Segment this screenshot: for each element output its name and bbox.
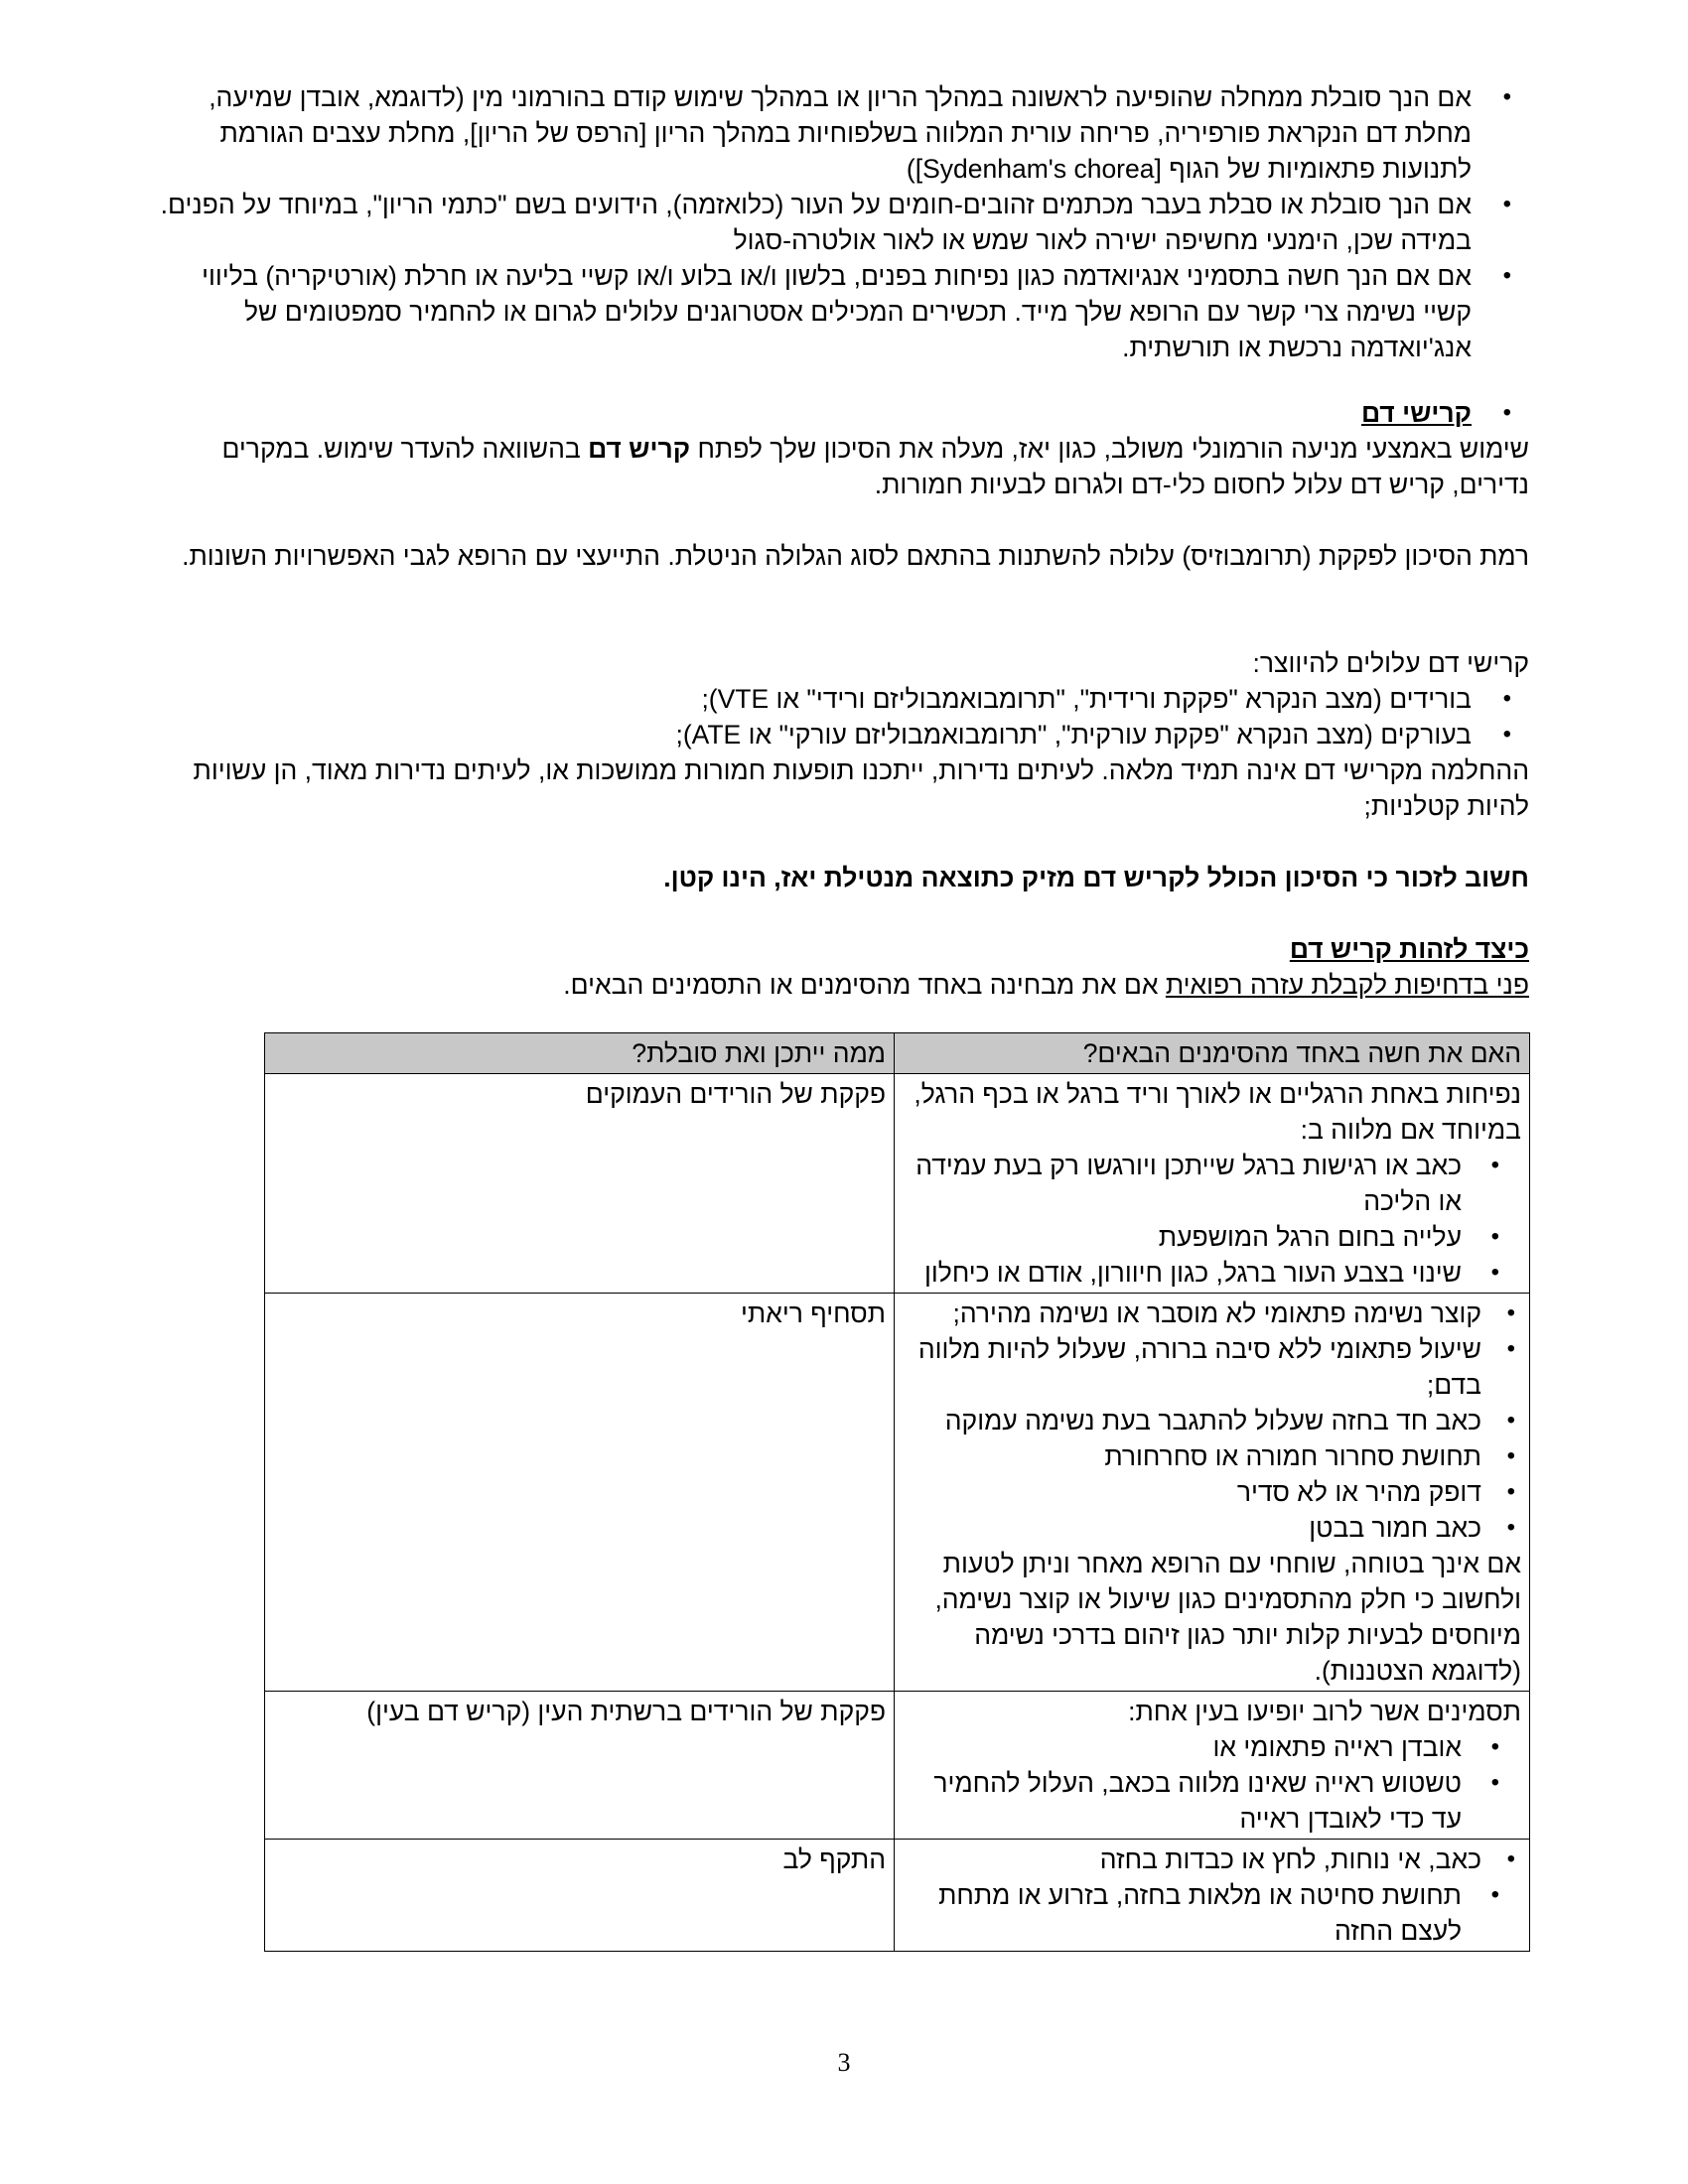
symptoms-note: אם אינך בטוחה, שוחחי עם הרופא מאחר וניתן לטעות ולחשוב כי חלק מהתסמינים כגון שיעול או קוצר נשימה, מיוחסים לבעיות קלות יותר כגון זיהום בדרכי נשימה (לדוגמא הצטננות). — [934, 1549, 1521, 1686]
table-row — [265, 1840, 1530, 1952]
symptom-item: • אובדן ראייה פתאומי או — [903, 1729, 1521, 1765]
symptom-item: • טשטוש ראייה שאינו מלווה בכאב, העלול להחמיר עד כדי לאובדן ראייה — [903, 1765, 1521, 1837]
clot-locations-lead: קרישי דם עלולים להיווצר: — [1252, 648, 1529, 678]
symptom-item: • דופק מהיר או לא סדיר — [903, 1474, 1521, 1510]
condition-cell: פקקת של הורידים העמוקים — [265, 1074, 895, 1294]
table-row — [265, 1692, 1530, 1840]
symptom-item: • שיעול פתאומי ללא סיבה ברורה, שעלול להיות מלווה בדם; — [903, 1331, 1521, 1403]
symptoms-table — [264, 1032, 1530, 1952]
symptoms-cell — [895, 1692, 1530, 1840]
symptom-item: • קוצר נשימה פתאומי לא מוסבר או נשימה מהירה; — [903, 1296, 1521, 1331]
intro-bullet-item: • אם אם הנך חשה בתסמיני אנגיואדמה כגון נפיחות בפנים, בלשון ו/או בלוע ו/או קשיי בליעה או חרלת (אורטיקריה) בליווי קשיי נשימה צרי קשר עם הרופא שלך מייד. תכשירים המכילים אסטרוגנים עלולים לגרום או להחמיר סמפטומים של אנג'יואדמה נרכשת או תורשתית. — [159, 258, 1529, 365]
condition-cell: פקקת של הורידים ברשתית העין (קריש דם בעין) — [265, 1692, 895, 1840]
urgent-help-text: פני בדחיפות לקבלת עזרה רפואית — [1165, 970, 1529, 1000]
blood-clot-paragraph — [159, 431, 1529, 502]
symptom-item: • עלייה בחום הרגל המושפעת — [903, 1219, 1521, 1255]
header-symptoms: האם את חשה באחד מהסימנים הבאים? — [895, 1033, 1530, 1074]
condition-cell: תסחיף ריאתי — [265, 1294, 895, 1692]
symptom-item: • כאב, אי נוחות, לחץ או כבדות בחזה — [903, 1842, 1521, 1877]
symptom-item: • תחושת סחרור חמורה או סחרחורת — [903, 1438, 1521, 1474]
symptoms-cell — [895, 1074, 1530, 1294]
identify-subtitle-rest: אם את מבחינה באחד מהסימנים או התסמינים הבאים. — [563, 970, 1166, 1000]
symptom-item: • כאב חמור בבטן — [903, 1510, 1521, 1546]
section-title: קרישי דם — [1360, 398, 1472, 428]
condition-cell: התקף לב — [265, 1840, 895, 1952]
section-heading — [159, 395, 1529, 431]
identify-subtitle — [159, 967, 1529, 1003]
clot-location-item: • בעורקים (מצב הנקרא "פקקת עורקית", "תרומבואמבוליזם עורקי" או ATE); — [159, 717, 1529, 752]
table-row — [265, 1074, 1530, 1294]
para1-bold-term: קריש דם — [588, 434, 691, 464]
page-number: 3 — [837, 2048, 851, 2077]
clot-locations-list — [159, 681, 1529, 752]
symptoms-lead: תסמינים אשר לרוב יופיעו בעין אחת: — [1128, 1697, 1521, 1726]
identify-title: כיצד לזהות קריש דם — [1289, 934, 1529, 964]
intro-bullet-item: • אם הנך סובלת ממחלה שהופיעה לראשונה במהלך הריון או במהלך שימוש קודם בהורמוני מין (לדוגמא, אובדן שמיעה, מחלת דם הנקראת פורפיריה, פריחה עורית המלווה בשלפוחיות במהלך הריון [הרפס של הריון], מחלת עצבים הגורמת לתנועות פתאומיות של הגוף [Sydenham's chorea]) — [159, 79, 1529, 187]
symptoms-lead: נפיחות באחת הרגליים או לאורך וריד ברגל או בכף הרגל, במיוחד אם מלווה ב: — [914, 1079, 1521, 1145]
thrombosis-risk-paragraph: רמת הסיכון לפקקת (תרומבוזיס) עלולה להשתנות בהתאם לסוג הגלולה הניטלת. התייעצי עם הרופא לגבי האפשרויות השונות. — [182, 541, 1529, 571]
intro-bullet-item: • אם הנך סובלת או סבלת בעבר מכתמים זהובים-חומים על העור (כלואזמה), הידועים בשם "כתמי הריון", במיוחד על הפנים. במידה שכן, הימנעי מחשיפה ישירה לאור שמש או לאור אולטרה-סגול — [159, 187, 1529, 258]
important-note: חשוב לזכור כי הסיכון הכולל לקריש דם מזיק כתוצאה מנטילת יאז, הינו קטן. — [663, 863, 1529, 892]
symptom-item: • תחושת סחיטה או מלאות בחזה, בזרוע או מתחת לעצם החזה — [903, 1877, 1521, 1949]
header-condition: ממה ייתכן ואת סובלת? — [265, 1033, 895, 1074]
para1-text: שימוש באמצעי מניעה הורמונלי משולב, כגון יאז, מעלה את הסיכון שלך לפתח — [690, 434, 1529, 464]
table-row — [265, 1294, 1530, 1692]
symptoms-cell — [895, 1294, 1530, 1692]
symptom-item: • שינוי בצבע העור ברגל, כגון חיוורון, אודם או כיחלון — [903, 1255, 1521, 1291]
intro-bullet-list — [159, 79, 1529, 365]
recovery-paragraph: ההחלמה מקרישי דם אינה תמיד מלאה. לעיתים נדירות, ייתכנו תופעות חמורות ממושכות או, לעיתים נדירות מאוד, הן עשויות להיות קטלניות; — [193, 755, 1529, 821]
symptoms-cell — [895, 1840, 1530, 1952]
table-header-row — [265, 1033, 1530, 1074]
symptom-item: • כאב או רגישות ברגל שייתכן ויורגשו רק בעת עמידה או הליכה — [903, 1148, 1521, 1219]
para1-text-continued: בהשוואה להעדר שימוש. במקרים נדירים, קריש דם עלול לחסום כלי-דם ולגרום לבעיות חמורות. — [221, 434, 1529, 499]
clot-location-item: • בורידים (מצב הנקרא "פקקת ורידית", "תרומבואמבוליזם ורידי" או VTE); — [159, 681, 1529, 717]
symptom-item: • כאב חד בחזה שעלול להתגבר בעת נשימה עמוקה — [903, 1403, 1521, 1438]
